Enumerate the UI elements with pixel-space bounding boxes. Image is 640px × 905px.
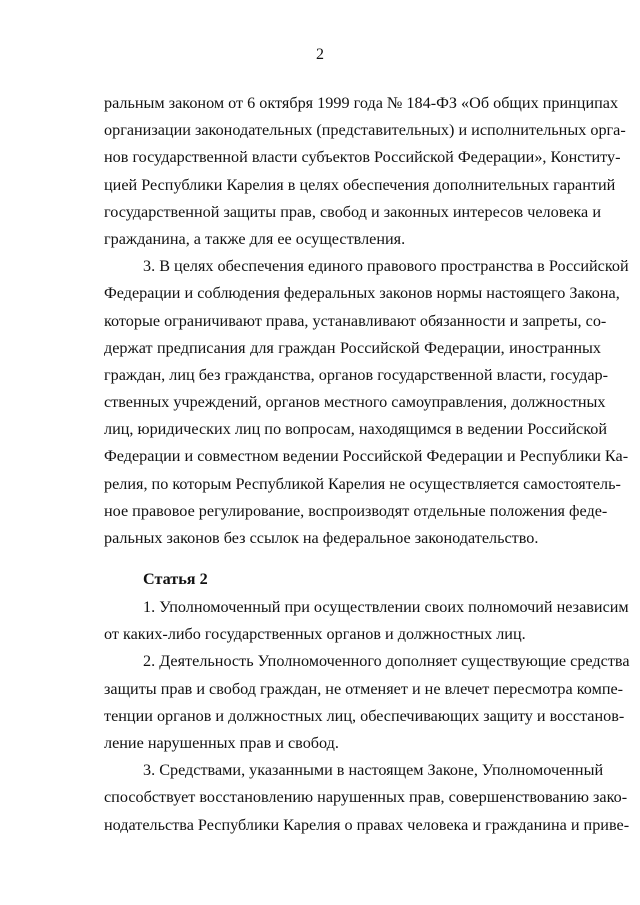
text-line: нодательства Республики Карелия о правах человека и гражданина и приве- [104,815,630,834]
body-text-block [104,90,629,552]
text-line: от каких-либо государственных органов и должностных лиц. [104,625,526,644]
text-line: ное правовое регулирование, воспроизводят отдельные положения феде- [104,501,608,520]
text-line: организации законодательных (представительных) и исполнительных орга- [104,121,626,140]
text-line: гражданина, а также для ее осуществления. [104,229,406,248]
text-line: ственных учреждений, органов местного самоуправления, должностных [104,393,606,412]
text-line: которые ограничивают права, устанавливают обязанности и запреты, со- [104,311,607,330]
text-line: ральных законов без ссылок на федеральное законодательство. [104,529,539,547]
text-line: нов государственной власти субъектов Российской Федерации», Конститу- [104,148,621,167]
text-line: граждан, лиц без гражданства, органов государственной власти, государ- [104,365,608,384]
text-line: 2. Деятельность Уполномоченного дополняет существующие средства [143,652,630,671]
text-line: тенции органов и должностных лиц, обеспечивающих защиту и восстанов- [104,706,625,725]
text-line: способствует восстановлению нарушенных прав, совершенствованию зако- [104,788,628,807]
text-line: релия, по которым Республикой Карелия не осуществляется самостоятель- [104,474,621,493]
text-line: 3. В целях обеспечения единого правового пространства в Российской [143,257,629,276]
text-line: 1. Уполномоченный при осуществлении своих полномочий независим [143,598,629,616]
text-line: Федерации и совместном ведении Российской Федерации и Республики Ка- [104,447,629,466]
text-line: ральным законом от 6 октября 1999 года № 184-ФЗ «Об общих принципах [104,94,619,112]
text-line: лиц, юридических лиц по вопросам, находящимся в ведении Российской [104,420,607,439]
text-line: государственной защиты прав, свобод и законных интересов человека и [104,202,601,221]
text-line: ление нарушенных прав и свобод. [104,733,339,752]
article-heading: Статья 2 [143,570,208,588]
text-line: цией Республики Карелия в целях обеспечения дополнительных гарантий [104,175,616,194]
text-line: Федерации и соблюдения федеральных законов нормы настоящего Закона, [104,284,620,303]
text-line: держат предписания для граждан Российской Федерации, иностранных [104,338,601,357]
article-text-block [104,594,630,839]
text-line: защиты прав и свобод граждан, не отменяет и не влечет пересмотра компе- [104,679,624,698]
text-line: 3. Средствами, указанными в настоящем Законе, Уполномоченный [143,761,604,780]
page-number: 2 [316,46,324,63]
